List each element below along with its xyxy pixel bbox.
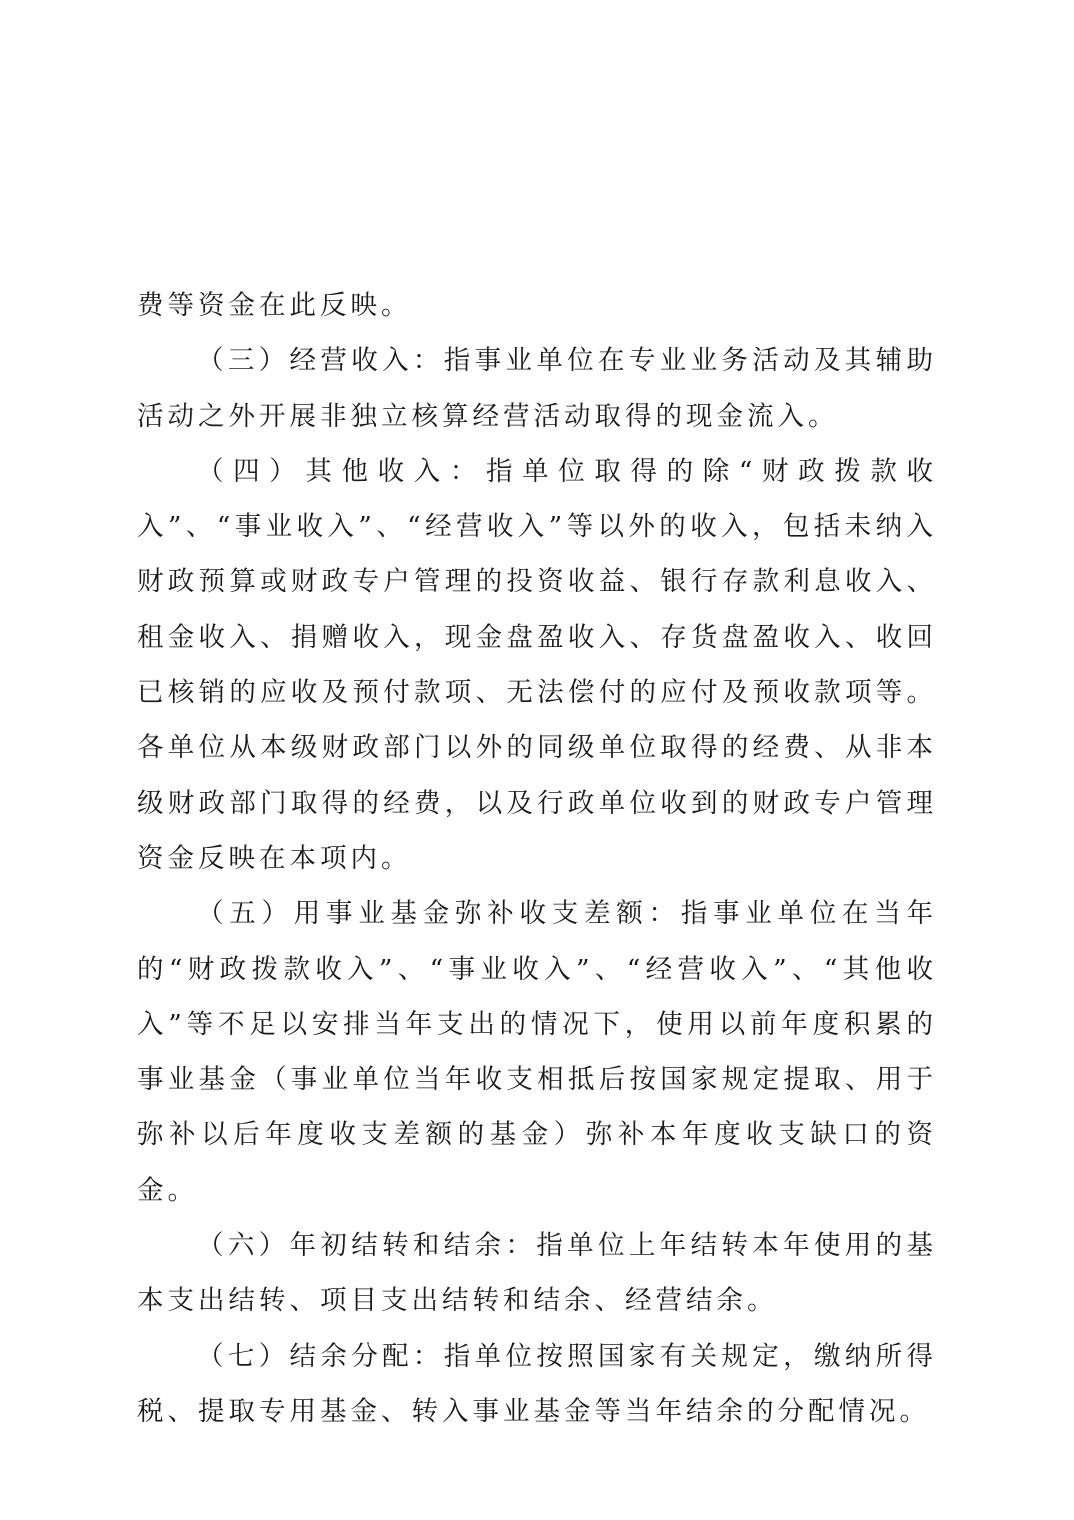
document-body [137,278,937,1439]
paragraph-other-income: （四）其他收入：指单位取得的除“财政拨款收入”、“事业收入”、“经营收入”等以外的收入，包括未纳入财政预算或财政专户管理的投资收益、银行存款利息收入、租金收入、捐赠收入，现金盘盈收入、存货盘盈收入、收回已核销的应收及预付款项、无法偿付的应付及预收款项等。各单位从本级财政部门以外的同级单位取得的经费、从非本级财政部门取得的经费，以及行政单位收到的财政专户管理资金反映在本项内。 [137,455,937,874]
paragraph-fund-offset: （五）用事业基金弥补收支差额：指事业单位在当年的“财政拨款收入”、“事业收入”、“经营收入”、“其他收入”等不足以安排当年支出的情况下，使用以前年度积累的事业基金（事业单位当年收支相抵后按国家规定提取、用于弥补以后年度收支差额的基金）弥补本年度收支缺口的资金。 [137,898,937,1206]
paragraph-carryover-balance: （六）年初结转和结余：指单位上年结转本年使用的基本支出结转、项目支出结转和结余、经营结余。 [137,1230,937,1317]
paragraph-continuation: 费等资金在此反映。 [137,290,412,321]
paragraph-balance-distribution: （七）结余分配：指单位按照国家有关规定，缴纳所得税、提取专用基金、转入事业基金等当年结余的分配情况。 [137,1340,937,1427]
paragraph-operating-income: （三）经营收入：指事业单位在专业业务活动及其辅助活动之外开展非独立核算经营活动取得的现金流入。 [137,345,937,432]
